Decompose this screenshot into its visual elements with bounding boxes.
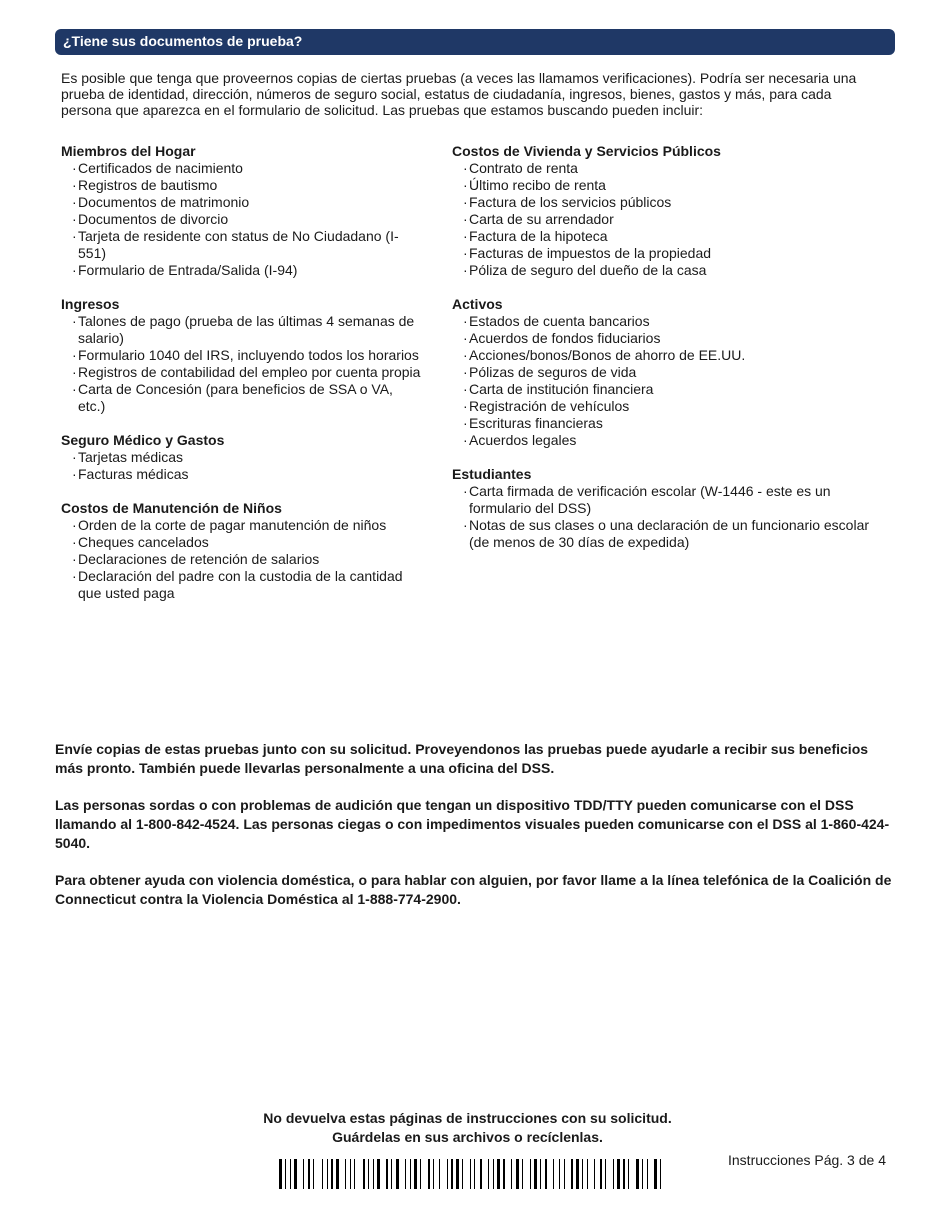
section-medical [61,432,421,483]
list-item: · Tarjetas médicas [72,449,421,466]
list-item: · Notas de sus clases o una declaración de un funcionario escolar (de menos de 30 días de expedida) [463,517,892,551]
barcode-image [279,1159,665,1189]
list-item: · Documentos de matrimonio [72,194,421,211]
list-item: · Cheques cancelados [72,534,421,551]
page-number: Instrucciones Pág. 3 de 4 [728,1152,886,1168]
section-title: Miembros del Hogar [61,143,196,159]
left-column [61,143,421,619]
section-income [61,296,421,415]
section-child-support [61,500,421,602]
list-item: · Talones de pago (prueba de las últimas 4 semanas de salario) [72,313,421,347]
list-item: · Registros de contabilidad del empleo por cuenta propia [72,364,421,381]
list-item: · Carta de institución financiera [463,381,892,398]
list-item: · Certificados de nacimiento [72,160,421,177]
list-item: · Formulario 1040 del IRS, incluyendo todos los horarios [72,347,421,364]
section-title: Costos de Vivienda y Servicios Públicos [452,143,721,159]
list-item: · Registros de bautismo [72,177,421,194]
list-item: · Documentos de divorcio [72,211,421,228]
list-item: · Escrituras financieras [463,415,892,432]
right-column [452,143,892,568]
list-item: · Formulario de Entrada/Salida (I-94) [72,262,421,279]
footer-line-1: No devuelva estas páginas de instrucciones con su solicitud. [263,1110,672,1126]
list-item: · Factura de la hipoteca [463,228,892,245]
section-title: Ingresos [61,296,120,312]
list-item: · Carta de su arrendador [463,211,892,228]
list-item: · Contrato de renta [463,160,892,177]
list-item: · Acuerdos legales [463,432,892,449]
section-students [452,466,892,551]
list-item: · Facturas de impuestos de la propiedad [463,245,892,262]
list-item: · Último recibo de renta [463,177,892,194]
list-item: · Registración de vehículos [463,398,892,415]
list-item: · Acciones/bonos/Bonos de ahorro de EE.UU. [463,347,892,364]
section-title: Estudiantes [452,466,532,482]
section-housing [452,143,892,279]
list-item: · Carta firmada de verificación escolar (W-1446 - este es un formulario del DSS) [463,483,892,517]
list-item: · Póliza de seguro del dueño de la casa [463,262,892,279]
section-title: Activos [452,296,503,312]
list-item: · Carta de Concesión (para beneficios de SSA o VA, etc.) [72,381,421,415]
footer-notice [200,1109,735,1147]
list-item: · Declaración del padre con la custodia de la cantidad que usted paga [72,568,421,602]
list-item: · Factura de los servicios públicos [463,194,892,211]
intro-paragraph: Es posible que tenga que proveernos copias de ciertas pruebas (a veces las llamamos verificaciones). Podría ser necesaria una prueba de identidad, dirección, números de seguro social, estatus de ciudadanía, ingresos, bienes, gastos y más, para cada persona que aparezca en el formulario de solicitud. Las pruebas que estamos buscando pueden incluir: [61,70,857,118]
list-item: · Orden de la corte de pagar manutención de niños [72,517,421,534]
note-domestic-violence: Para obtener ayuda con violencia doméstica, o para hablar con alguien, por favor llame a la línea telefónica de la Coalición de Connecticut contra la Violencia Doméstica al 1-888-774-2900. [55,872,892,907]
footer-line-2: Guárdelas en sus archivos o recíclenlas. [332,1129,603,1145]
note-send-copies: Envíe copias de estas pruebas junto con su solicitud. Proveyendonos las pruebas puede ayudarle a recibir sus beneficios más pronto. También puede llevarlas personalmente a una oficina del DSS. [55,741,869,776]
note-tdd-tty: Las personas sordas o con problemas de audición que tengan un dispositivo TDD/TTY pueden comunicarse con el DSS llamando al 1-800-842-4524. Las personas ciegas o con impedimentos visuales pueden comunicarse con el DSS al 1-860-424-5040. [55,797,890,851]
list-item: · Acuerdos de fondos fiduciarios [463,330,892,347]
banner-title: ¿Tiene sus documentos de prueba? [63,33,303,49]
list-item: · Declaraciones de retención de salarios [72,551,421,568]
section-household [61,143,421,279]
section-title: Costos de Manutención de Niños [61,500,282,516]
list-item: · Facturas médicas [72,466,421,483]
list-item: · Tarjeta de residente con status de No Ciudadano (I-551) [72,228,421,262]
section-title: Seguro Médico y Gastos [61,432,225,448]
list-item: · Estados de cuenta bancarios [463,313,892,330]
section-banner [55,29,895,55]
instructions-notes [55,740,895,927]
list-item: · Pólizas de seguros de vida [463,364,892,381]
section-assets [452,296,892,449]
